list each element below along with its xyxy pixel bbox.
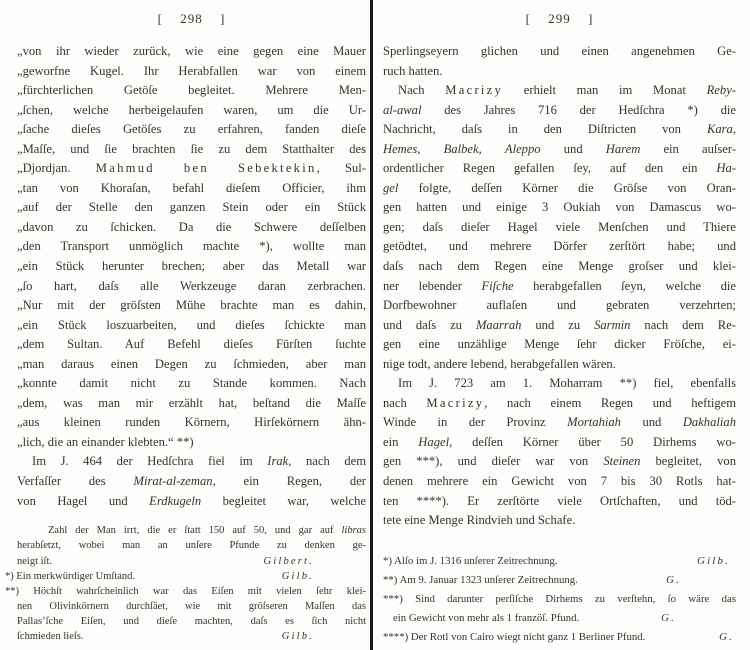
body-text-line bbox=[383, 198, 736, 218]
text-segment: ***) Sind darunter perſiſche Dirhems zu verſtehn, ſo wäre das bbox=[383, 593, 736, 606]
text-segment: „lich, die an einander klebten.“ **) bbox=[17, 434, 194, 449]
body-text-line bbox=[17, 198, 366, 218]
body-text-line bbox=[17, 179, 366, 199]
text-segment: nach dem Re- bbox=[630, 317, 736, 332]
body-text-line bbox=[383, 81, 736, 101]
body-text-line bbox=[17, 159, 366, 179]
text-segment: herabſetzt, wobei man an unſere Pfunde zu denken ge- bbox=[17, 540, 366, 552]
text-segment: und bbox=[620, 415, 683, 430]
body-text-line bbox=[383, 413, 736, 433]
body-text-line bbox=[383, 452, 736, 472]
body-text-line bbox=[17, 81, 366, 101]
text-segment: *) Ein merkwürdiger Umſtand. bbox=[5, 570, 136, 582]
text-segment: „dem, was man mir erzählt hat, beſtand die Maſſe bbox=[17, 395, 366, 410]
footnote-line bbox=[383, 571, 736, 590]
text-segment: Harem bbox=[605, 141, 641, 156]
text-segment: gen hatten und einige 3 Oukiah von Damascus wo- bbox=[383, 200, 736, 215]
body-text-line bbox=[383, 257, 736, 277]
text-segment: **) Höchſt wahrſcheinlich war das Eiſen mit vielen ſehr klei- bbox=[5, 585, 366, 597]
text-segment: **) Am 9. Januar 1323 unſerer Zeitrechnung. bbox=[383, 573, 578, 586]
text-segment: „ein Stück loszuarbeiten, und dieſes ſchickte man bbox=[17, 317, 366, 332]
text-segment: „ein Stück herunter brechen; aber das Metall war bbox=[17, 259, 366, 274]
text-segment: Balbek bbox=[443, 141, 479, 156]
text-segment: „tan von Khoraſan, befahl dieſem Officier, ihm bbox=[17, 180, 366, 195]
text-segment: , Sul- bbox=[316, 161, 366, 176]
text-segment: al-awal bbox=[383, 102, 422, 117]
text-segment: „Maſſe, und ſie brachten ſie zu dem Statthalter des bbox=[17, 141, 366, 156]
footnote-line bbox=[17, 554, 366, 569]
text-segment: „Nur mit der gröſsten Mühe brachte man es dahin, bbox=[17, 298, 366, 313]
text-segment: begleitet war, welche bbox=[201, 493, 366, 508]
text-segment: nige todt, andere lebend, herabgefallen wären. bbox=[383, 356, 616, 371]
text-segment: getödtet, und mehrere Dörfer zerſtört habe; und bbox=[383, 239, 736, 254]
footnote-line bbox=[5, 584, 366, 599]
text-segment: denen mehrere ein Gewicht von 7 bis 30 Rotls hat- bbox=[383, 474, 736, 489]
text-segment: Im J. 464 der Hedſchra fiel im bbox=[32, 454, 268, 469]
text-segment: Zahl der Man irrt, die er ſtatt 150 auf 50, und gar auf bbox=[48, 525, 342, 537]
body-text-line bbox=[383, 394, 736, 414]
text-segment: gen; daſs dieſer Hagel viele Menſchen und Thiere bbox=[383, 219, 736, 234]
text-segment: und bbox=[540, 141, 606, 156]
body-text-line bbox=[383, 355, 736, 375]
text-segment: , nach einem Regen und heftigem bbox=[484, 395, 736, 410]
text-segment: Im J. 723 am 1. Moharram **) fiel, ebenfalls bbox=[398, 376, 736, 391]
text-segment: ſchmieden lieſs. bbox=[17, 631, 84, 643]
body-text-line bbox=[383, 120, 736, 140]
text-segment: , ein Regen, der bbox=[212, 474, 366, 489]
body-text-line bbox=[17, 394, 366, 414]
page-left-number: [ 298 ] bbox=[157, 11, 226, 26]
footnote-line bbox=[17, 599, 366, 614]
body-text-line bbox=[383, 101, 736, 121]
text-segment: G. bbox=[666, 573, 681, 586]
text-segment: „den Transport unmöglich machte *), wollte man bbox=[17, 239, 366, 254]
text-segment: begleitet, von bbox=[640, 454, 736, 469]
body-text-line bbox=[383, 237, 736, 257]
page-left bbox=[5, 8, 366, 645]
text-segment: Reby- bbox=[706, 83, 736, 98]
text-segment: „aus kleinen runden Körnern, Hirſekörnern ähn- bbox=[17, 415, 366, 430]
text-segment: Gilb. bbox=[697, 554, 730, 567]
text-segment: „von ihr wieder zurück, wie eine gegen eine Mauer bbox=[17, 44, 366, 58]
text-segment: Sarmin bbox=[594, 317, 631, 332]
text-segment: „man daraus einen Degen zu ſchmieden, aber man bbox=[17, 356, 366, 371]
body-text-line bbox=[17, 42, 366, 62]
text-segment: Verfaſſer des bbox=[17, 474, 134, 489]
body-text-line bbox=[17, 218, 366, 238]
text-segment: tete eine Menge Rindvieh und Schafe. bbox=[383, 513, 576, 528]
text-segment: ein Gewicht von mehr als 1 franzöſ. Pfund. bbox=[393, 612, 580, 625]
body-text-line bbox=[383, 511, 736, 531]
body-text-line bbox=[17, 140, 366, 160]
text-segment: G. bbox=[661, 612, 676, 625]
text-segment: , bbox=[478, 141, 505, 156]
body-text-line bbox=[17, 492, 366, 512]
body-text-line bbox=[383, 159, 736, 179]
text-segment: ten ****). Er zerſtörte viele Ortſchaften, und töd- bbox=[383, 493, 736, 508]
page-right bbox=[383, 8, 736, 648]
text-segment: ordentlicher Regen gefallen ſey, auf den ein bbox=[383, 161, 717, 176]
text-segment: , bbox=[732, 122, 736, 137]
body-text-line bbox=[383, 316, 736, 336]
body-text-line bbox=[383, 374, 736, 394]
text-segment: und daſs zu bbox=[383, 317, 476, 332]
text-segment: des Jahres 716 der Hedſchra *) die bbox=[421, 102, 736, 117]
body-text-line bbox=[17, 452, 366, 472]
body-text-line bbox=[17, 257, 366, 277]
text-segment: Fiſche bbox=[481, 278, 514, 293]
body-text-line bbox=[383, 492, 736, 512]
footnote-line bbox=[383, 552, 736, 571]
text-segment: „ſo hart, daſs alle Werkzeuge daran zerbrachen. bbox=[17, 278, 366, 293]
text-segment: , nach dem bbox=[288, 454, 366, 469]
text-segment: Nachricht, daſs in den Diſtricten von bbox=[383, 122, 707, 137]
text-segment: „konnte damit nicht zu Stande kommen. Nach bbox=[17, 376, 366, 391]
body-text-line bbox=[17, 355, 366, 375]
text-segment: nach bbox=[383, 395, 427, 410]
text-segment: Steinen bbox=[603, 454, 641, 469]
text-segment: herabgefallen ſeyn, welche die bbox=[513, 278, 736, 293]
text-segment: „ſchen, welche herbeigelaufen waren, um die Ur- bbox=[17, 102, 366, 117]
text-segment: gel bbox=[383, 180, 399, 195]
body-text-line bbox=[17, 433, 366, 453]
text-segment: erhielt man im Monat bbox=[503, 83, 707, 98]
text-segment: und zu bbox=[521, 317, 595, 332]
body-text-line bbox=[383, 179, 736, 199]
text-segment: Hemes bbox=[383, 141, 418, 156]
text-segment: nen Olivinkörnern durchſäet, wie mit gröſseren Maſſen das bbox=[17, 601, 366, 613]
body-text-line bbox=[17, 472, 366, 492]
body-text-line bbox=[383, 62, 736, 82]
text-segment: Mirat-al-zeman bbox=[133, 474, 213, 489]
text-segment: ruch hatten. bbox=[383, 63, 443, 78]
text-segment: ein bbox=[383, 434, 419, 449]
text-segment: Gilb. bbox=[281, 631, 314, 643]
page-divider-rule bbox=[370, 0, 373, 650]
text-segment: Sperlingseyern glichen und einen angenehmen Ge- bbox=[383, 44, 736, 58]
text-segment: „geworfne Kugel. Ihr Herabfallen war von einem bbox=[17, 63, 366, 78]
text-segment: Maarrah bbox=[475, 317, 522, 332]
body-text-line bbox=[383, 433, 736, 453]
text-segment: Mortahiah bbox=[567, 415, 621, 430]
text-segment: G. bbox=[719, 631, 734, 644]
body-text-line bbox=[17, 237, 366, 257]
body-text-line bbox=[17, 62, 366, 82]
body-text-line bbox=[17, 296, 366, 316]
footnote-line bbox=[17, 523, 366, 538]
body-text-line bbox=[17, 316, 366, 336]
footnote-line bbox=[383, 628, 736, 647]
text-segment: „ſache dieſes Getöſes zu erfahren, fanden dieſe bbox=[17, 122, 366, 137]
text-segment: „davon zu ſchicken. Da die Schwere deſſelben bbox=[17, 219, 366, 234]
page-right-footnotes bbox=[383, 552, 736, 648]
text-segment: Macrizy bbox=[426, 395, 485, 410]
text-segment: Dakhaliah bbox=[682, 415, 736, 430]
footnote-line bbox=[17, 614, 366, 629]
text-segment: neigt iſt. bbox=[17, 555, 52, 567]
text-segment: von Hagel und bbox=[17, 493, 150, 508]
text-segment: „dem Sultan. Auf Befehl dieſes Fürſten ſuchte bbox=[17, 337, 366, 352]
text-segment: ner lebender bbox=[383, 278, 482, 293]
footnote-line bbox=[17, 629, 366, 644]
text-segment: Hagel bbox=[418, 434, 450, 449]
body-text-line bbox=[383, 296, 736, 316]
text-segment: daſs nach dem Regen eine Menge groſser und klei- bbox=[383, 259, 736, 274]
body-text-line bbox=[383, 218, 736, 238]
text-segment: Winde in der Provinz bbox=[383, 415, 568, 430]
text-segment: , bbox=[417, 141, 444, 156]
text-segment: Erdkugeln bbox=[149, 493, 202, 508]
body-text-line bbox=[17, 374, 366, 394]
body-text-line bbox=[17, 101, 366, 121]
footnote-line bbox=[5, 569, 366, 584]
body-text-line bbox=[383, 335, 736, 355]
text-segment: Kara bbox=[706, 122, 733, 137]
text-segment: folgte, deſſen Körner die Gröſse von Oran- bbox=[398, 180, 736, 195]
body-text-line bbox=[383, 140, 736, 160]
text-segment: , deſſen Körner über 50 Dirhems wo- bbox=[449, 434, 736, 449]
text-segment: Gilbert. bbox=[263, 555, 314, 567]
text-segment: ****) Der Rotl von Cairo wiegt nicht ganz 1 Berliner Pfund. bbox=[383, 631, 646, 644]
text-segment: Nach bbox=[398, 83, 446, 98]
page-left-body bbox=[17, 42, 366, 511]
page-right-number: [ 299 ] bbox=[525, 11, 594, 26]
text-segment: Irak bbox=[267, 454, 289, 469]
text-segment: „auf der Stelle den ganzen Stein oder ein Stück bbox=[17, 200, 366, 215]
text-segment: Macrizy bbox=[445, 83, 504, 98]
text-segment: „Djordjan. bbox=[17, 161, 96, 176]
text-segment: Mahmud ben Sebektekin bbox=[95, 161, 317, 176]
body-text-line bbox=[383, 42, 736, 62]
text-segment: ein auſser- bbox=[640, 141, 736, 156]
text-segment: libras bbox=[341, 525, 366, 537]
body-text-line bbox=[17, 120, 366, 140]
body-text-line bbox=[17, 413, 366, 433]
text-segment: Aleppo bbox=[504, 141, 541, 156]
text-segment: Pallas’ſche Eiſen, und dieſe machten, daſs es ſich nicht bbox=[17, 616, 366, 628]
text-segment: *) Alſo im J. 1316 unſerer Zeitrechnung. bbox=[383, 554, 558, 567]
text-segment: „fürchterlichen Getöſe begleitet. Mehrere Men- bbox=[17, 83, 366, 98]
body-text-line bbox=[17, 277, 366, 297]
text-segment: gen eine unzählige Menge ſehr dicker Fröſche, ei- bbox=[383, 337, 736, 352]
body-text-line bbox=[383, 277, 736, 297]
page-left-footnotes bbox=[5, 523, 366, 645]
body-text-line bbox=[383, 472, 736, 492]
text-segment: Ha- bbox=[716, 161, 736, 176]
page-right-body bbox=[383, 42, 736, 531]
footnote-line bbox=[383, 590, 736, 609]
text-segment: gen ***), und dieſer war von bbox=[383, 454, 604, 469]
text-segment: Dorfbewohner auflaſen und gebraten verzehrten; bbox=[383, 298, 736, 313]
body-text-line bbox=[17, 335, 366, 355]
footnote-line bbox=[383, 609, 736, 628]
footnote-line bbox=[17, 538, 366, 553]
text-segment: Gilb. bbox=[281, 570, 314, 582]
